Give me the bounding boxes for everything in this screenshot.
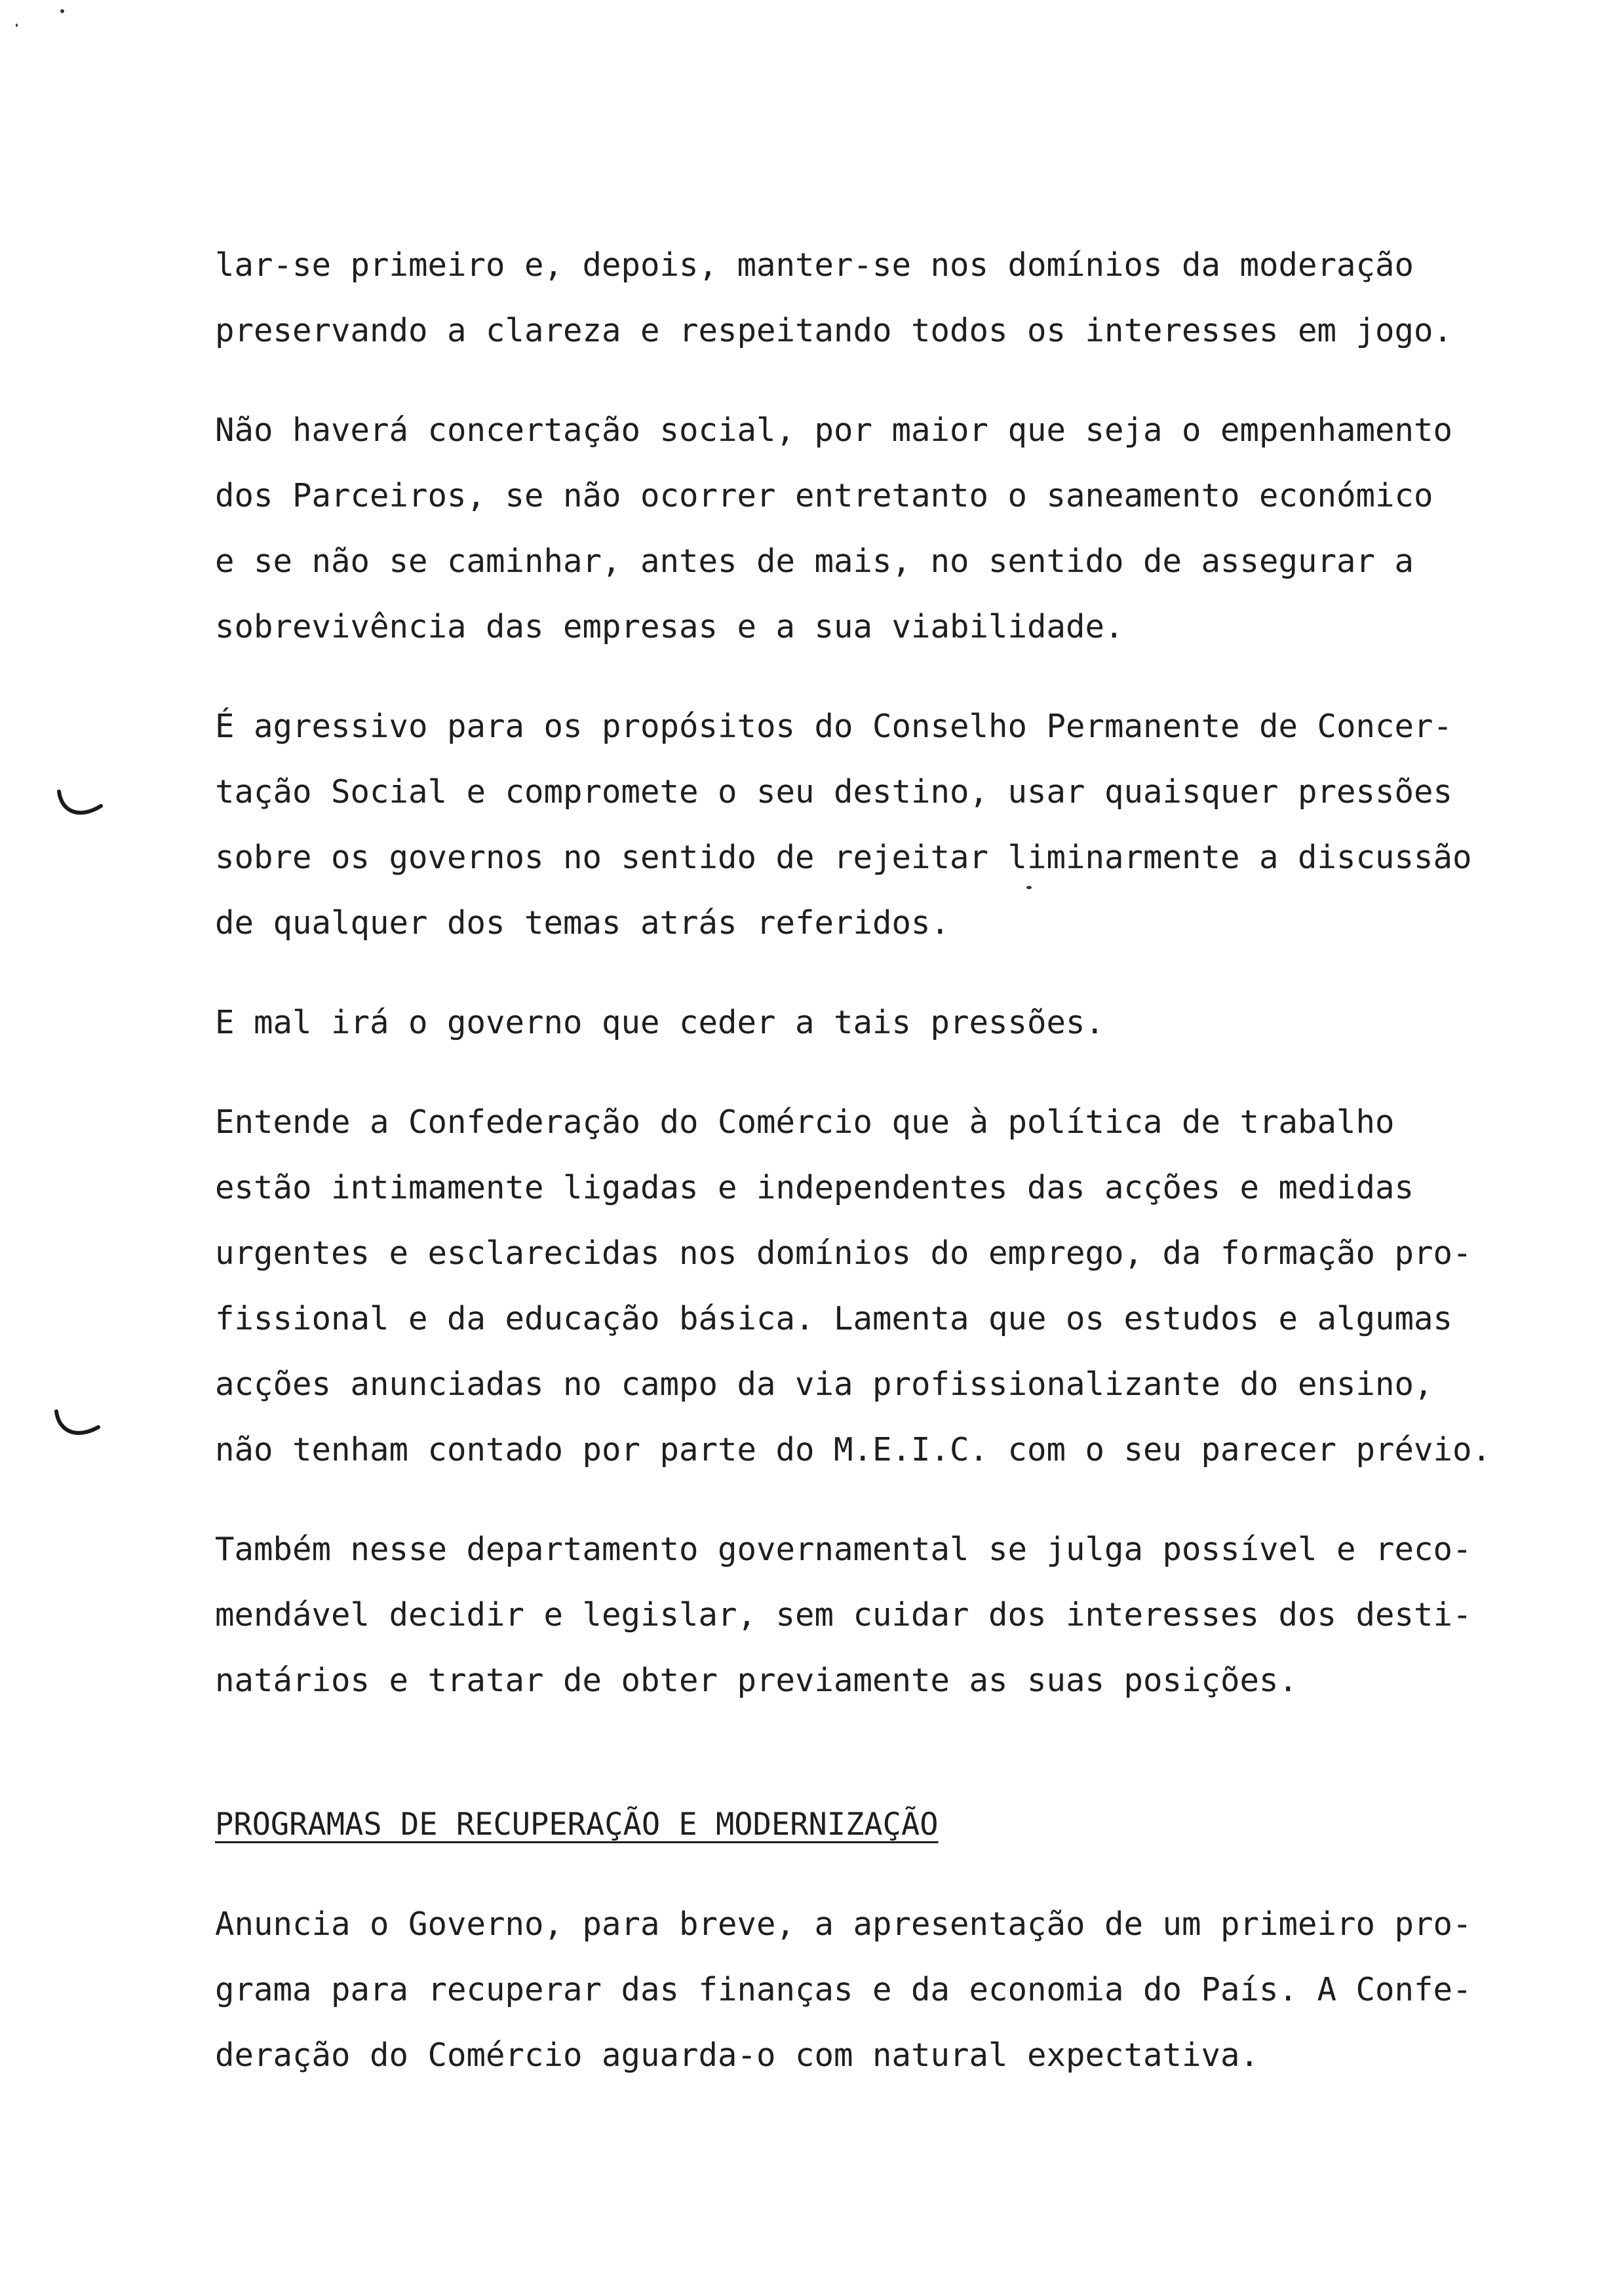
- text-line: Não haverá concertação social, por maior que seja o empenhamento: [215, 411, 1453, 449]
- text-line: E mal irá o governo que ceder a tais pressões.: [215, 1004, 1105, 1041]
- section-heading-text: PROGRAMAS DE RECUPERAÇÃO E MODERNIZAÇÃO: [215, 1807, 939, 1843]
- text-line: fissional e da educação básica. Lamenta que os estudos e algumas: [215, 1300, 1453, 1337]
- text-line: Entende a Confederação do Comércio que à política de trabalho: [215, 1103, 1395, 1141]
- text-line: Também nesse departamento governamental se julga possível e reco-: [215, 1531, 1472, 1568]
- scan-speck: [60, 9, 64, 13]
- text-line: deração do Comércio aguarda-o com natural expectativa.: [215, 2037, 1260, 2074]
- text-line: sobrevivência das empresas e a sua viabilidade.: [215, 608, 1124, 645]
- text-line: sobre os governos no sentido de rejeitar liminarmente a discussão: [215, 839, 1472, 876]
- paragraph-1: [215, 233, 1519, 364]
- text-line: dos Parceiros, se não ocorrer entretanto o saneamento económico: [215, 477, 1433, 514]
- text-line: mendável decidir e legislar, sem cuidar dos interesses dos desti-: [215, 1596, 1472, 1634]
- paragraph-4: [215, 990, 1519, 1056]
- text-line: acções anunciadas no campo da via profissionalizante do ensino,: [215, 1366, 1433, 1403]
- margin-check-mark: [54, 786, 106, 826]
- paragraph-5: [215, 1090, 1519, 1483]
- margin-check-mark: [51, 1407, 104, 1447]
- paragraph-2: [215, 398, 1519, 660]
- text-line: lar-se primeiro e, depois, manter-se nos domínios da moderação: [215, 246, 1414, 284]
- text-line: não tenham contado por parte do M.E.I.C. com o seu parecer prévio.: [215, 1431, 1492, 1468]
- text-line: preservando a clareza e respeitando todos os interesses em jogo.: [215, 312, 1453, 349]
- text-line: Anuncia o Governo, para breve, a apresentação de um primeiro pro-: [215, 1905, 1472, 1943]
- text-line: urgentes e esclarecidas nos domínios do emprego, da formação pro-: [215, 1234, 1472, 1272]
- text-line: e se não se caminhar, antes de mais, no sentido de assegurar a: [215, 543, 1414, 580]
- text-line: natários e tratar de obter previamente as suas posições.: [215, 1662, 1298, 1699]
- text-line: de qualquer dos temas atrás referidos.: [215, 904, 950, 942]
- text-line: É agressivo para os propósitos do Conselho Permanente de Concer-: [215, 708, 1453, 745]
- paragraph-3: [215, 694, 1519, 956]
- paragraph-7: [215, 1892, 1519, 2088]
- paragraph-6: [215, 1517, 1519, 1713]
- text-line: tação Social e compromete o seu destino, usar quaisquer pressões: [215, 773, 1453, 811]
- text-line: grama para recuperar das finanças e da economia do País. A Confe-: [215, 1971, 1472, 2008]
- document-body: [215, 233, 1519, 2088]
- text-line: estão intimamente ligadas e independentes das acções e medidas: [215, 1169, 1414, 1206]
- scan-speck: [16, 24, 18, 27]
- section-heading: [215, 1792, 1519, 1858]
